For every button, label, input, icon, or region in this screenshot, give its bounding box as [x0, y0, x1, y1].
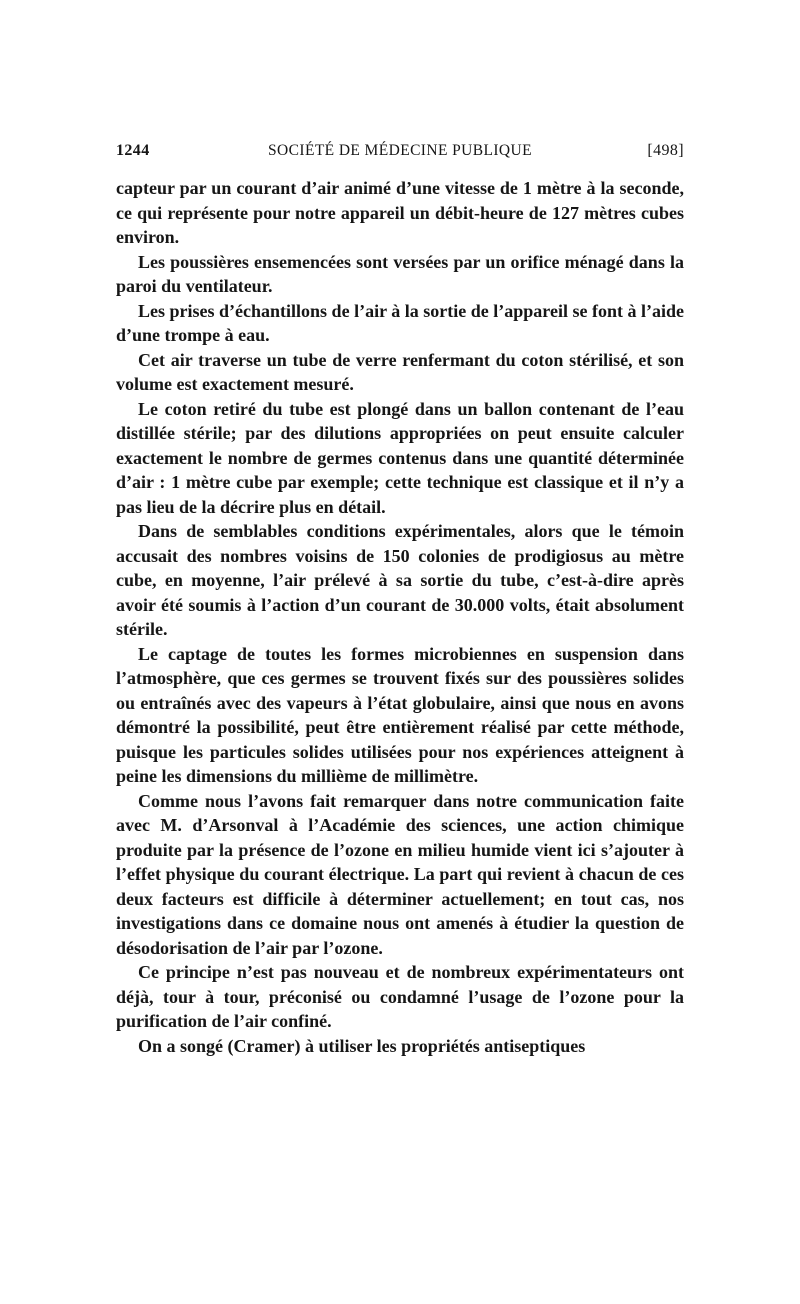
page-number: 1244 — [116, 142, 150, 159]
body-text — [116, 176, 684, 1058]
paragraph: Les prises d’échantillons de l’air à la sortie de l’appareil se font à l’aide d’une trompe à eau. — [116, 300, 684, 345]
running-head — [116, 142, 684, 166]
paragraph: Le captage de toutes les formes microbiennes en suspension dans l’atmosphère, que ces germes se trouvent fixés sur des poussières solides ou entraînés avec des vapeurs à l’état globulaire, ainsi que nous en avons démontré la possibilité, peut être entièrement réalisé par cette méthode, puisque les particules solides utilisées pour nos expériences atteignent à peine les dimensions du millième de millimètre. — [116, 643, 684, 786]
running-title: SOCIÉTÉ DE MÉDECINE PUBLIQUE — [268, 142, 532, 159]
paragraph: Les poussières ensemencées sont versées par un orifice ménagé dans la paroi du ventilateur. — [116, 251, 684, 296]
paragraph: Dans de semblables conditions expérimentales, alors que le témoin accusait des nombres voisins de 150 colonies de prodigiosus au mètre cube, en moyenne, l’air prélevé à sa sortie du tube, c’est-à-dire après avoir été soumis à l’action d’un courant de 30.000 volts, était absolument stérile. — [116, 521, 684, 639]
paragraph: Ce principe n’est pas nouveau et de nombreux expérimentateurs ont déjà, tour à tour, préconisé ou condamné l’usage de l’ozone pour la purification de l’air confiné. — [116, 962, 684, 1031]
paragraph: capteur par un courant d’air animé d’une vitesse de 1 mètre à la seconde, ce qui représente pour notre appareil un débit-heure de 127 mètres cubes environ. — [116, 178, 684, 247]
paragraph: Le coton retiré du tube est plongé dans un ballon contenant de l’eau distillée stérile; par des dilutions appropriées on peut ensuite calculer exactement le nombre de germes contenus dans une quantité déterminée d’air : 1 mètre cube par exemple; cette technique est classique et il n’y a pas lieu de la décrire plus en détail. — [116, 398, 684, 517]
book-page — [116, 142, 684, 1058]
paragraph: Comme nous l’avons fait remarquer dans notre communication faite avec M. d’Arsonval à l’Académie des sciences, une action chimique produite par la présence de l’ozone en milieu humide vient ici s’ajouter à l’effet physique du courant électrique. La part qui revient à chacun de ces deux facteurs est difficile à déterminer actuellement; en tout cas, nos investigations dans ce domaine nous ont amenés à étudier la question de désodorisation de l’air par l’ozone. — [116, 790, 684, 958]
section-number: [498] — [647, 142, 684, 159]
paragraph: Cet air traverse un tube de verre renfermant du coton stérilisé, et son volume est exactement mesuré. — [116, 349, 684, 394]
paragraph: On a songé (Cramer) à utiliser les propriétés antiseptiques — [138, 1035, 586, 1056]
